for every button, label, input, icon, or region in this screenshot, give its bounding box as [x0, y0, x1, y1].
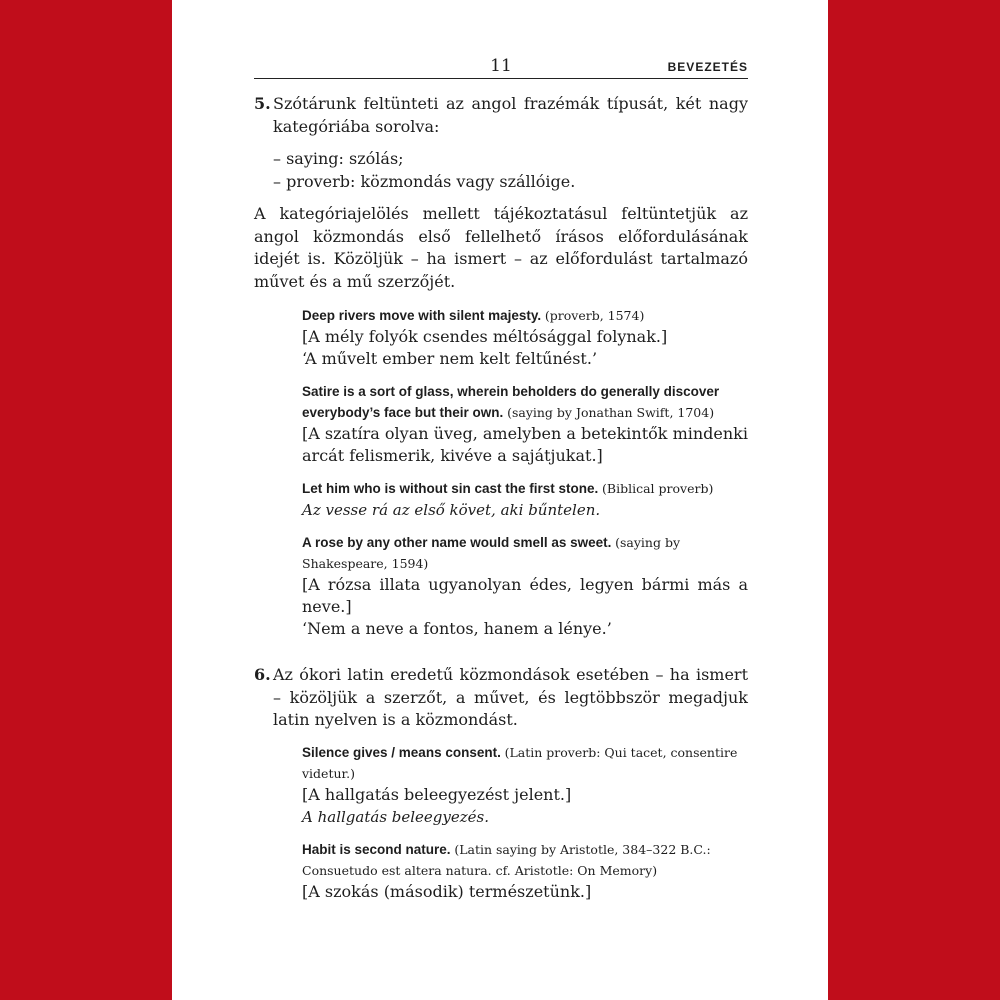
section-5: [254, 93, 748, 138]
page-number: 11: [490, 56, 512, 76]
hungarian-equivalent: Az vesse rá az első követ, aki bűntelen.: [302, 501, 601, 519]
example-entry: [302, 742, 748, 828]
english-phrase: [302, 742, 748, 784]
section-intro: Az ókori latin eredetű közmondások esetében – ha ismert – közöljük a szerzőt, a művet, és legtöbbször megadjuk latin nyelven is a közmondást.: [273, 665, 748, 729]
example-entry: [302, 839, 748, 903]
bullet-list: [273, 148, 748, 193]
literal-translation: [A hallgatás beleegyezést jelent.]: [302, 784, 572, 804]
phrase-source: (Latin saying by Aristotle, 384–322 B.C.: Consuetudo est altera natura. cf. Aristotle: On Memory): [302, 841, 711, 878]
section-6: [254, 664, 748, 732]
section-number: 5.: [254, 94, 271, 113]
phrase-text: Silence gives / means consent.: [302, 744, 501, 760]
phrase-text: A rose by any other name would smell as sweet.: [302, 535, 612, 550]
page-header: [254, 54, 748, 79]
page-content: [254, 54, 748, 914]
phrase-source: (proverb, 1574): [544, 308, 645, 323]
phrase-source: (Biblical proverb): [602, 481, 714, 496]
book-page: [172, 0, 828, 1000]
example-list: [302, 742, 748, 903]
phrase-source: (saying by Jonathan Swift, 1704): [507, 405, 715, 420]
phrase-text: Let him who is without sin cast the first stone.: [302, 481, 599, 496]
example-list: [302, 305, 748, 640]
paragraph: A kategóriajelölés mellett tájékoztatásul feltüntetjük az angol közmondás első fellelhető írásos előfordulásának idejét is. Közöljük – ha ismert – az előfordulást tartalmazó művet és a mű szerzőjét.: [254, 204, 748, 291]
english-phrase: [302, 381, 748, 423]
list-item: – proverb: közmondás vagy szállóige.: [273, 171, 576, 191]
list-item: – saying: szólás;: [273, 149, 404, 168]
section-intro: Szótárunk feltünteti az angol frazémák típusát, két nagy kategóriába sorolva:: [273, 94, 748, 136]
section-number: 6.: [254, 665, 271, 684]
literal-translation: [A szokás (második) természetünk.]: [302, 881, 592, 901]
meaning: ‘A művelt ember nem kelt feltűnést.’: [302, 349, 598, 368]
english-phrase: [302, 478, 748, 499]
literal-translation: [A szatíra olyan üveg, amelyben a betekintők mindenki arcát felismerik, kivéve a sajátjukat.]: [302, 424, 748, 465]
english-phrase: [302, 532, 748, 574]
red-background-left: [0, 0, 172, 1000]
example-entry: [302, 381, 748, 467]
hungarian-equivalent: A hallgatás beleegyezés.: [302, 807, 490, 826]
phrase-text: Habit is second nature.: [302, 841, 451, 857]
example-entry: [302, 532, 748, 640]
example-entry: [302, 478, 748, 521]
literal-translation: [A rózsa illata ugyanolyan édes, legyen bármi más a neve.]: [302, 575, 748, 616]
phrase-source: (saying by Shakespeare, 1594): [302, 535, 681, 571]
example-entry: [302, 305, 748, 370]
red-background-right: [828, 0, 1000, 1000]
english-phrase: [302, 839, 748, 881]
meaning: ‘Nem a neve a fontos, hanem a lénye.’: [302, 619, 612, 638]
running-head: BEVEZETÉS: [667, 60, 748, 74]
literal-translation: [A mély folyók csendes méltósággal folynak.]: [302, 327, 668, 346]
phrase-text: Satire is a sort of glass, wherein beholders do generally discover everybody’s face but their own.: [302, 384, 720, 420]
phrase-text: Deep rivers move with silent majesty.: [302, 308, 542, 323]
english-phrase: [302, 305, 748, 326]
phrase-source: (Latin proverb: Qui tacet, consentire videtur.): [302, 744, 738, 781]
